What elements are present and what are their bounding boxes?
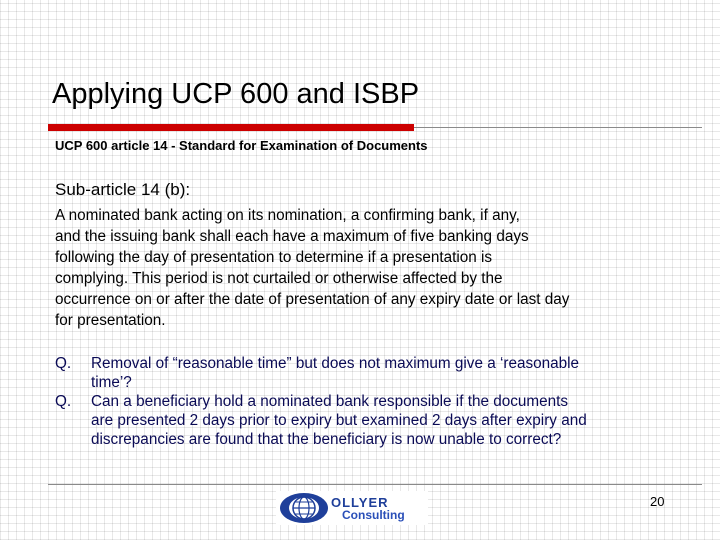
body-line: A nominated bank acting on its nomination, a confirming bank, if any,: [55, 207, 520, 224]
question-line: Can a beneficiary hold a nominated bank responsible if the documents: [91, 393, 569, 410]
page-number: 20: [650, 494, 665, 509]
question-item: [55, 392, 695, 449]
question-item: [55, 354, 695, 392]
question-line: time’?: [91, 374, 132, 391]
sub-article-body: [55, 205, 705, 331]
body-line: and the issuing bank shall each have a maximum of five banking days: [55, 228, 529, 245]
question-line: Removal of “reasonable time” but does not maximum give a ‘reasonable: [91, 355, 580, 372]
body-line: following the day of presentation to determine if a presentation is: [55, 249, 493, 266]
title-divider-line: [414, 127, 702, 128]
company-logo: [276, 491, 428, 525]
footer-divider-line: [48, 484, 702, 485]
slide-title: Applying UCP 600 and ISBP: [52, 78, 420, 110]
body-line: for presentation.: [55, 312, 166, 329]
body-line: occurrence on or after the date of presentation of any expiry date or last day: [55, 291, 570, 308]
globe-icon: [278, 491, 330, 525]
logo-wordmark: Consulting: [342, 508, 405, 522]
question-line: discrepancies are found that the beneficiary is now unable to correct?: [91, 431, 562, 448]
question-label: Q.: [55, 355, 72, 372]
title-accent-bar: [48, 124, 414, 131]
logo-wordmark: OLLYER: [331, 495, 389, 510]
question-line: are presented 2 days prior to expiry but examined 2 days after expiry and: [91, 412, 587, 429]
slide-subtitle: UCP 600 article 14 - Standard for Examination of Documents: [55, 138, 428, 153]
question-label: Q.: [55, 393, 72, 410]
question-text: [91, 354, 695, 392]
body-line: complying. This period is not curtailed or otherwise affected by the: [55, 270, 503, 287]
question-text: [91, 392, 695, 449]
sub-article-heading: Sub-article 14 (b):: [55, 180, 191, 199]
